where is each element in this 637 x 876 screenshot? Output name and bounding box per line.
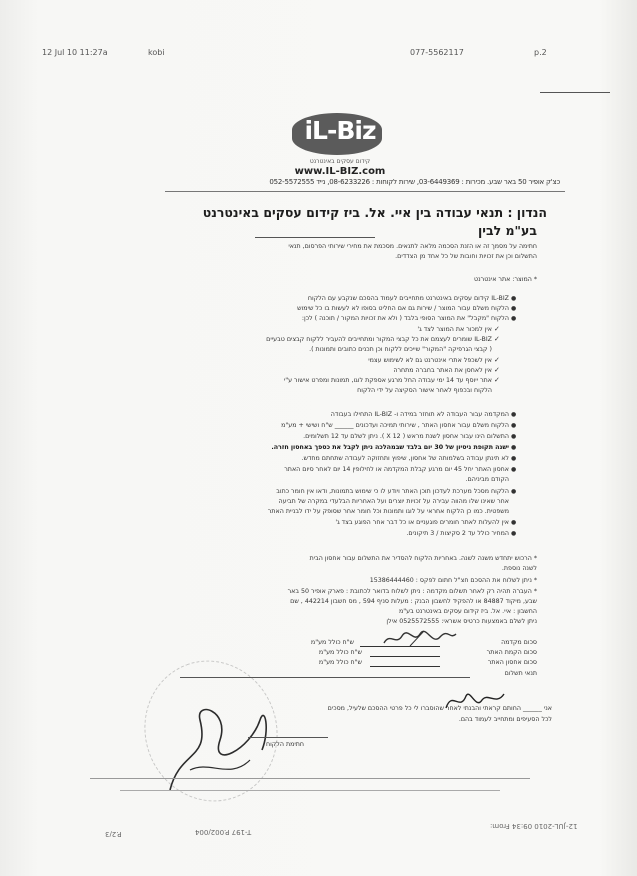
payment-note: ניתן לשלם באמצעות כרטיס אשראי: 0525572555 אילן <box>386 618 537 625</box>
pricing-line: הלקוח משלם עבור אחסון האתר , שירותי תמיכה ועדכונים ______ ש"ח ושישי + מע"מ <box>281 422 509 429</box>
check-icon: ✓ <box>494 376 500 384</box>
pricing-line: הלקוח מסכל מערכת לעדכון תוכן האתר ויודע לו כי שימוש בתמונות, ודאו אין חומר כתוב <box>276 488 509 495</box>
check-line: הלקוח ובכפוף לאחר אישור הסקיצה על ידי הלקוח <box>357 387 492 394</box>
client-name-handwriting <box>440 686 510 716</box>
fax-footer-from: 12-JUL-2010 09:34 From: <box>490 822 578 830</box>
fax-footer-id: T-197 P.002/004 <box>195 828 252 836</box>
intro-line-1: חתימה על מסמך זה או הזנת הסכמה מלאה לתנאים. מסכמת את מחירי שירותי הפרסום, תנאי <box>288 243 537 250</box>
client-signature-rule <box>248 737 328 738</box>
check-icon: ✓ <box>494 366 500 374</box>
check-icon: ✓ <box>494 325 500 333</box>
fax-footer-page: P.2/3 <box>105 830 122 838</box>
pricing-line: אין להעלות לאתר חומרים פוגעניים או כל דבר אחר הפוגע בצד ג' <box>335 519 509 526</box>
check-line: אין לאחסן את האתר בחברה מתחרה <box>393 367 492 374</box>
fax-page-number: p.2 <box>534 48 547 57</box>
check-line: ( קבצי הגרפיקה "המקור" שייכים ללקוח וכן תכנים כתובים ותמונות ). <box>309 346 492 353</box>
footer-rule <box>90 778 530 779</box>
payment-terms-label: תנאי תשלום <box>504 670 537 677</box>
site-setup-amount-label: סכום הקמת האתר <box>486 649 537 656</box>
check-line: IL-BIZ שומרים לעצמם את כל קבצי המקור ומתחייבים להעביר ללקוח קבצים טבעיים <box>266 336 492 343</box>
document-subject-line2: בע"מ לבין <box>477 223 537 238</box>
fax-page: 12 Jul 10 11:27a kobi 077-5562117 p.2 iL-Biz קידום עסקים באינטרנט www.IL-BIZ.com כצ'ק אופיר 50 באר שבע. מכירות : 03-6449369, שירות לקוחות : 08-6233226, נייד 052-5572555 הנדון : תנאי עבודה בין איי. אל. ביז קידום עסקים באינטרנט בע"מ לבין חתימה על מסמך זה או הזנת הסכמה מלאה לתנאים. מסכמת את מחירי שירותי הפרסום, תנאי התשלום וכן את זכויות וחובות של כל אחד מן הצדדים. * המוצר: אתר אינטרנט IL-BIZ קידום עסקים באינטרנט מתחייבים לעמוד בהסכם שנקבע עם הלקוח ● הלקוח משלם עבור המוצר / שירות גם אם החליט בסופו לא לעשות בו כל שימוש ● הלקוח "מקבל" את המוצר הסופי בלבד ( ולא את זכויות המקור / תוכנה ) לכן: ● אין למכור את המוצר לצד ג' ✓ IL-BIZ שומרים לעצמם את כל קבצי המקור ומתחייבים להעביר ללקוח קבצים טבעיים ✓ ( קבצי הגרפיקה "המקור" שייכים ללקוח וכן תכנים כתובים ותמונות ). אין לשכפל אתרי אינטרנט גם לא לשימוש עצמי ✓ אין לאחסן את האתר בחברה מתחרה ✓ אתר ייוסף עד 14 ימי עבודה החל מרגע אספקת לוגו, תמונות ומפרט אישור ע"י ✓ הלקוח ובכפוף לאחר אישור הסקיצה על ידי הלקוח המקדמה עבור העבודה לא תוחזר במידה ו- IL-BIZ התחילו בעבודה ● הלקוח משלם עבור אחסון האתר , שירותי תמיכה ועדכונים ______ ש"ח ושישי + מע"מ ● התשלום הינו עבור אחסון לשנת מראש ( 12 X ). ניתן לשלם עד 12 תשלומים. ● ישנה תקופת ניסיון של 30 יום בלבד שבמהלכה ניתן לקבל את כספך באחסון חזרה. ● לא תינתן עבודה בשלמותה של אחסון, שיפוץ ותחזוקה לעבודה שתחתם מחדש. ● אחסון האתר יחל 45 יום מרגע קבלת המקדמה או לחילופין 14 יום לאחר סיום האתר ● הקודם מביניהם. הלקוח מסכל מערכת לעדכון תוכן האתר ויודע לו כי שימוש בתמונות, ודאו אין חומר כתוב ● אחר שאינו שלו מהווה עבירה על זכויות יוצרים ועל האחריות הבלעדי במקרה של תביעה משפטית. כמו כן הלקוח אחראי על לוגו ותמונות וכל חומר אחר שסופק על ידו לבניית האתר אין להעלות לאתר חומרים פוגעניים או כל דבר אחר הפוגע בצד ג' ● המחיר כולל עד 2 סקיצות / 3 תיקונים. ● * הרכוש יתחדש משנה לשנה. באחריות הלקוח להסדיר את התשלום עבור אחסון הבית לשנה נוספת. * ניתן לשלוח את ההסכם חצ"ל חתום לפקס : 15386444460 * העברה תהיה רק לאחר תשלום מקדמה : ניתן לשלוח בדואר לכתובת : פארק אופיר 50 באר שבע, מיקוד 84887 או להפקיד לחשבון הבנק : מעלות סניף 594 , מס חשבון 442214 , שם החשבון : איי. אל. ביז קידום עסקים באינטרנט בע"מ ניתן לשלם באמצעות כרטיס אשראי: 0525572555 אילן סכום מקדמה ש"ח כולל מע"מ סכום הקמת האתר ש"ח כולל מע"מ סכום אחסון האתר ש"ח כולל מע"מ תנאי תשלום אני ______ החותם קראתי והבנתי לאחר שהוסברו לי כל פרטי ההסכם שלעיל, מסכים לכל הסעיפים ומתחייב לעמוד בהם. חתימת הלקוח 12-JUL-2010 09:34 From: P.2/3 T-197 P.002/004 <box>0 0 637 876</box>
payment-note: * ניתן לשלוח את ההסכם חצ"ל חתום לפקס : 15386444460 <box>369 577 537 584</box>
site-setup-amount-blank <box>370 656 440 657</box>
client-declaration-2: לכל הסעיפים ומתחייב לעמוד בהם. <box>458 716 552 723</box>
deposit-amount-label: סכום מקדמה <box>501 639 537 646</box>
company-logo: iL-Biz <box>304 116 376 145</box>
fax-date-time: 12 Jul 10 11:27a <box>42 48 108 57</box>
fax-user: kobi <box>148 48 165 57</box>
client-signature-label: חתימת הלקוח <box>265 741 305 748</box>
company-address-line: כצ'ק אופיר 50 באר שבע. מכירות : 03-6449369, שירות לקוחות : 08-6233226, נייד 052-5572555 <box>269 178 560 186</box>
pricing-line: אחר שאינו שלו מהווה עבירה על זכויות יוצרים ועל האחריות הבלעדי במקרה של תביעה <box>278 498 509 505</box>
document-subject: הנדון : תנאי עבודה בין איי. אל. ביז קידום עסקים באינטרנט <box>202 205 547 220</box>
fax-phone: 077-5562117 <box>410 48 464 57</box>
bullet-line: IL-BIZ קידום עסקים באינטרנט מתחייבים לעמוד בהסכם שנקבע עם הלקוח <box>307 295 509 302</box>
hosting-amount-label: סכום אחסון האתר <box>487 659 537 666</box>
footer-rule <box>120 790 500 791</box>
deposit-handwriting <box>380 628 460 650</box>
hosting-amount-suffix: ש"ח כולל מע"מ <box>318 659 362 666</box>
payment-note: החשבון : איי. אל. ביז קידום עסקים באינטרנט בע"מ <box>398 608 537 615</box>
pricing-line: המקדמה עבור העבודה לא תוחזר במידה ו- IL-BIZ התחילו בעבודה <box>330 411 509 418</box>
pricing-line: משפטית. כמו כן הלקוח אחראי על לוגו ותמונות וכל חומר אחר שסופק על ידו לבניית האתר <box>267 508 509 515</box>
payment-note: * העברה תהיה רק לאחר תשלום מקדמה : ניתן לשלוח בדואר לכתובת : פארק אופיר 50 באר <box>287 588 537 595</box>
deposit-amount-suffix: ש"ח כולל מע"מ <box>310 639 354 646</box>
payment-note: שבע, מיקוד 84887 או להפקיד לחשבון הבנק : מעלות סניף 594 , מס חשבון 442214 , שם <box>290 598 537 605</box>
payment-note: * הרכוש יתחדש משנה לשנה. באחריות הלקוח להסדיר את התשלום עבור אחסון הבית <box>309 555 537 562</box>
pricing-line: התשלום הינו עבור אחסון לשנת מראש ( 12 X ). ניתן לשלם עד 12 תשלומים. <box>303 433 509 440</box>
address-rule <box>165 191 565 192</box>
payment-note: לשנה נוספת. <box>501 565 537 572</box>
client-signature <box>150 690 290 810</box>
client-declaration: אני ______ החותם קראתי והבנתי לאחר שהוסברו לי כל פרטי ההסכם שלעיל, מסכים <box>327 705 552 712</box>
check-line: אתר ייוסף עד 14 ימי עבודה החל מרגע אספקת לוגו, תמונות ומפרט אישור ע"י <box>283 377 492 384</box>
pricing-line: ישנה תקופת ניסיון של 30 יום בלבד שבמהלכה ניתן לקבל את כספך באחסון חזרה. <box>271 444 509 451</box>
company-url: www.IL-BIZ.com <box>294 166 386 177</box>
pricing-line: המחיר כולל עד 2 סקיצות / 3 תיקונים. <box>406 530 509 537</box>
bullet-line: הלקוח משלם עבור המוצר / שירות גם אם החליט בסופו לא לעשות בו כל שימוש <box>297 305 509 312</box>
hosting-amount-blank <box>370 666 440 667</box>
check-icon: ✓ <box>494 356 500 364</box>
product-label: * המוצר: אתר אינטרנט <box>474 276 537 283</box>
site-setup-amount-suffix: ש"ח כולל מע"מ <box>318 649 362 656</box>
intro-line-2: התשלום וכן את זכויות וחובות של כל אחד מן הצדדים. <box>395 253 537 260</box>
logo-tagline: קידום עסקים באינטרנט <box>309 158 371 165</box>
client-name-blank <box>255 237 375 238</box>
check-line: אין למכור את המוצר לצד ג' <box>417 326 492 333</box>
pricing-line: לא תינתן עבודה בשלמותה של אחסון, שיפוץ ותחזוקה לעבודה שתחתם מחדש. <box>301 455 509 462</box>
check-line: אין לשכפל אתרי אינטרנט גם לא לשימוש עצמי <box>368 357 492 364</box>
bullet-line: הלקוח "מקבל" את המוצר הסופי בלבד ( ולא את זכויות המקור / תוכנה ) לכן: <box>301 315 509 322</box>
check-icon: ✓ <box>494 335 500 343</box>
top-right-rule <box>540 92 610 93</box>
pricing-line: אחסון האתר יחל 45 יום מרגע קבלת המקדמה או לחילופין 14 יום לאחר סיום האתר <box>284 466 509 473</box>
pricing-line: הקודם מביניהם. <box>465 476 509 483</box>
